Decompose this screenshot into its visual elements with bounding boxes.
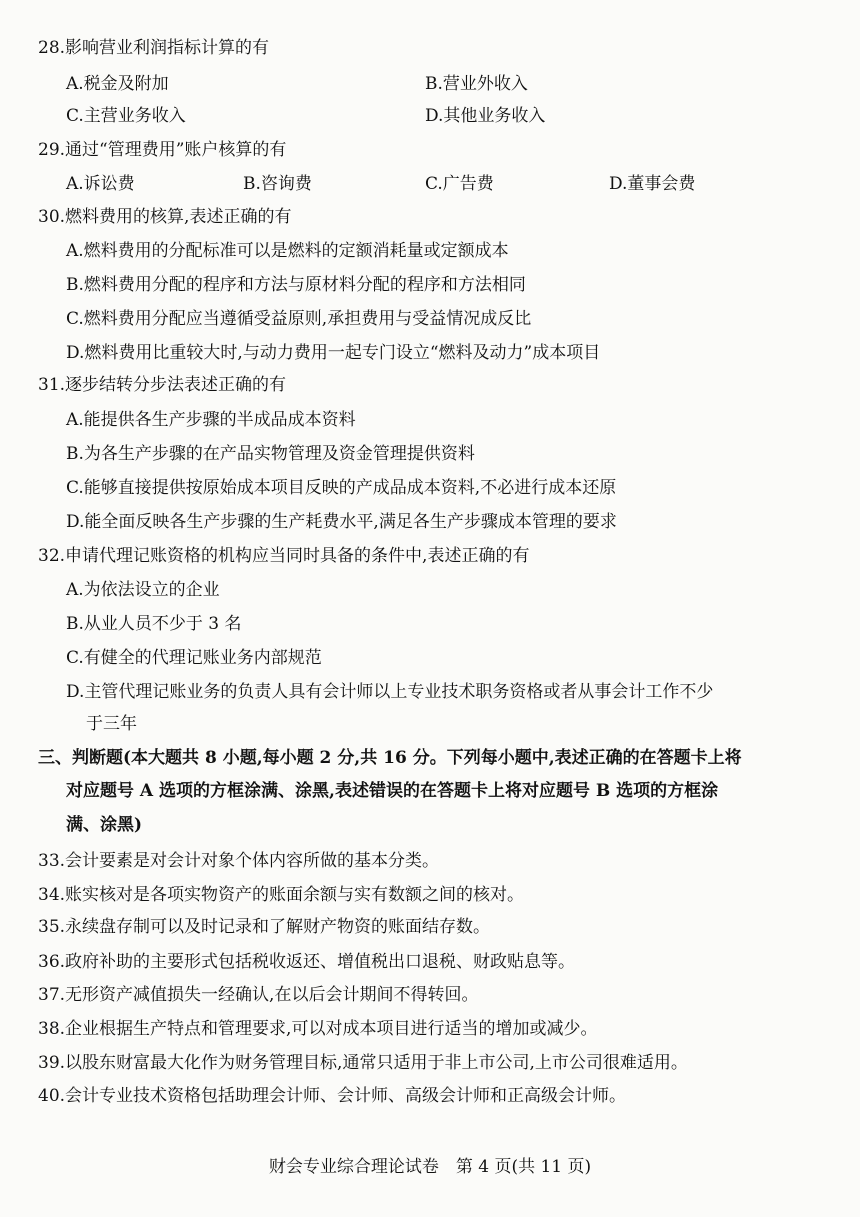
- question-28-option-c: C.主营业务收入: [66, 106, 186, 126]
- question-28-option-a: A.税金及附加: [66, 74, 169, 94]
- judgment-36: 36.政府补助的主要形式包括税收返还、增值税出口退税、财政贴息等。: [38, 952, 576, 972]
- question-29-option-d: D.董事会费: [609, 174, 696, 194]
- judgment-38: 38.企业根据生产特点和管理要求,可以对成本项目进行适当的增加或减少。: [38, 1019, 598, 1039]
- question-28-stem: 28.影响营业利润指标计算的有: [38, 38, 270, 58]
- section-3-heading-line-1: 三、判断题(本大题共 8 小题,每小题 2 分,共 16 分。下列每小题中,表述正确的在答题卡上将: [38, 748, 742, 768]
- question-32-stem: 32.申请代理记账资格的机构应当同时具备的条件中,表述正确的有: [38, 546, 530, 566]
- question-31-option-d: D.能全面反映各生产步骤的生产耗费水平,满足各生产步骤成本管理的要求: [66, 512, 617, 532]
- question-28-option-d: D.其他业务收入: [425, 106, 546, 126]
- question-32-option-b: B.从业人员不少于 3 名: [66, 614, 242, 634]
- section-3-heading-line-2: 对应题号 A 选项的方框涂满、涂黑,表述错误的在答题卡上将对应题号 B 选项的方框涂: [66, 781, 719, 801]
- judgment-35: 35.永续盘存制可以及时记录和了解财产物资的账面结存数。: [38, 917, 491, 937]
- judgment-34: 34.账实核对是各项实物资产的账面余额与实有数额之间的核对。: [38, 885, 525, 905]
- page-footer: 财会专业综合理论试卷 第 4 页(共 11 页): [268, 1157, 592, 1177]
- question-32-option-d-continued: 于三年: [86, 714, 137, 734]
- question-30-stem: 30.燃料费用的核算,表述正确的有: [38, 207, 292, 227]
- question-29-option-b: B.咨询费: [243, 174, 312, 194]
- question-30-option-b: B.燃料费用分配的程序和方法与原材料分配的程序和方法相同: [66, 275, 526, 295]
- judgment-39: 39.以股东财富最大化作为财务管理目标,通常只适用于非上市公司,上市公司很难适用。: [38, 1053, 688, 1073]
- question-32-option-d: D.主管代理记账业务的负责人具有会计师以上专业技术职务资格或者从事会计工作不少: [66, 682, 714, 702]
- question-31-stem: 31.逐步结转分步法表述正确的有: [38, 375, 287, 395]
- question-29-option-a: A.诉讼费: [66, 174, 135, 194]
- judgment-40: 40.会计专业技术资格包括助理会计师、会计师、高级会计师和正高级会计师。: [38, 1086, 627, 1106]
- question-31-option-a: A.能提供各生产步骤的半成品成本资料: [66, 410, 356, 430]
- question-32-option-a: A.为依法设立的企业: [66, 580, 220, 600]
- question-29-option-c: C.广告费: [425, 174, 494, 194]
- question-29-stem: 29.通过“管理费用”账户核算的有: [38, 140, 287, 160]
- question-30-option-d: D.燃料费用比重较大时,与动力费用一起专门设立“燃料及动力”成本项目: [66, 343, 601, 363]
- question-31-option-b: B.为各生产步骤的在产品实物管理及资金管理提供资料: [66, 444, 475, 464]
- question-30-option-a: A.燃料费用的分配标准可以是燃料的定额消耗量或定额成本: [66, 241, 509, 261]
- question-28-option-b: B.营业外收入: [425, 74, 528, 94]
- section-3-heading-line-3: 满、涂黑): [66, 815, 143, 835]
- question-31-option-c: C.能够直接提供按原始成本项目反映的产成品成本资料,不必进行成本还原: [66, 478, 617, 498]
- judgment-37: 37.无形资产减值损失一经确认,在以后会计期间不得转回。: [38, 985, 479, 1005]
- question-30-option-c: C.燃料费用分配应当遵循受益原则,承担费用与受益情况成反比: [66, 309, 532, 329]
- judgment-33: 33.会计要素是对会计对象个体内容所做的基本分类。: [38, 851, 440, 871]
- question-32-option-c: C.有健全的代理记账业务内部规范: [66, 648, 322, 668]
